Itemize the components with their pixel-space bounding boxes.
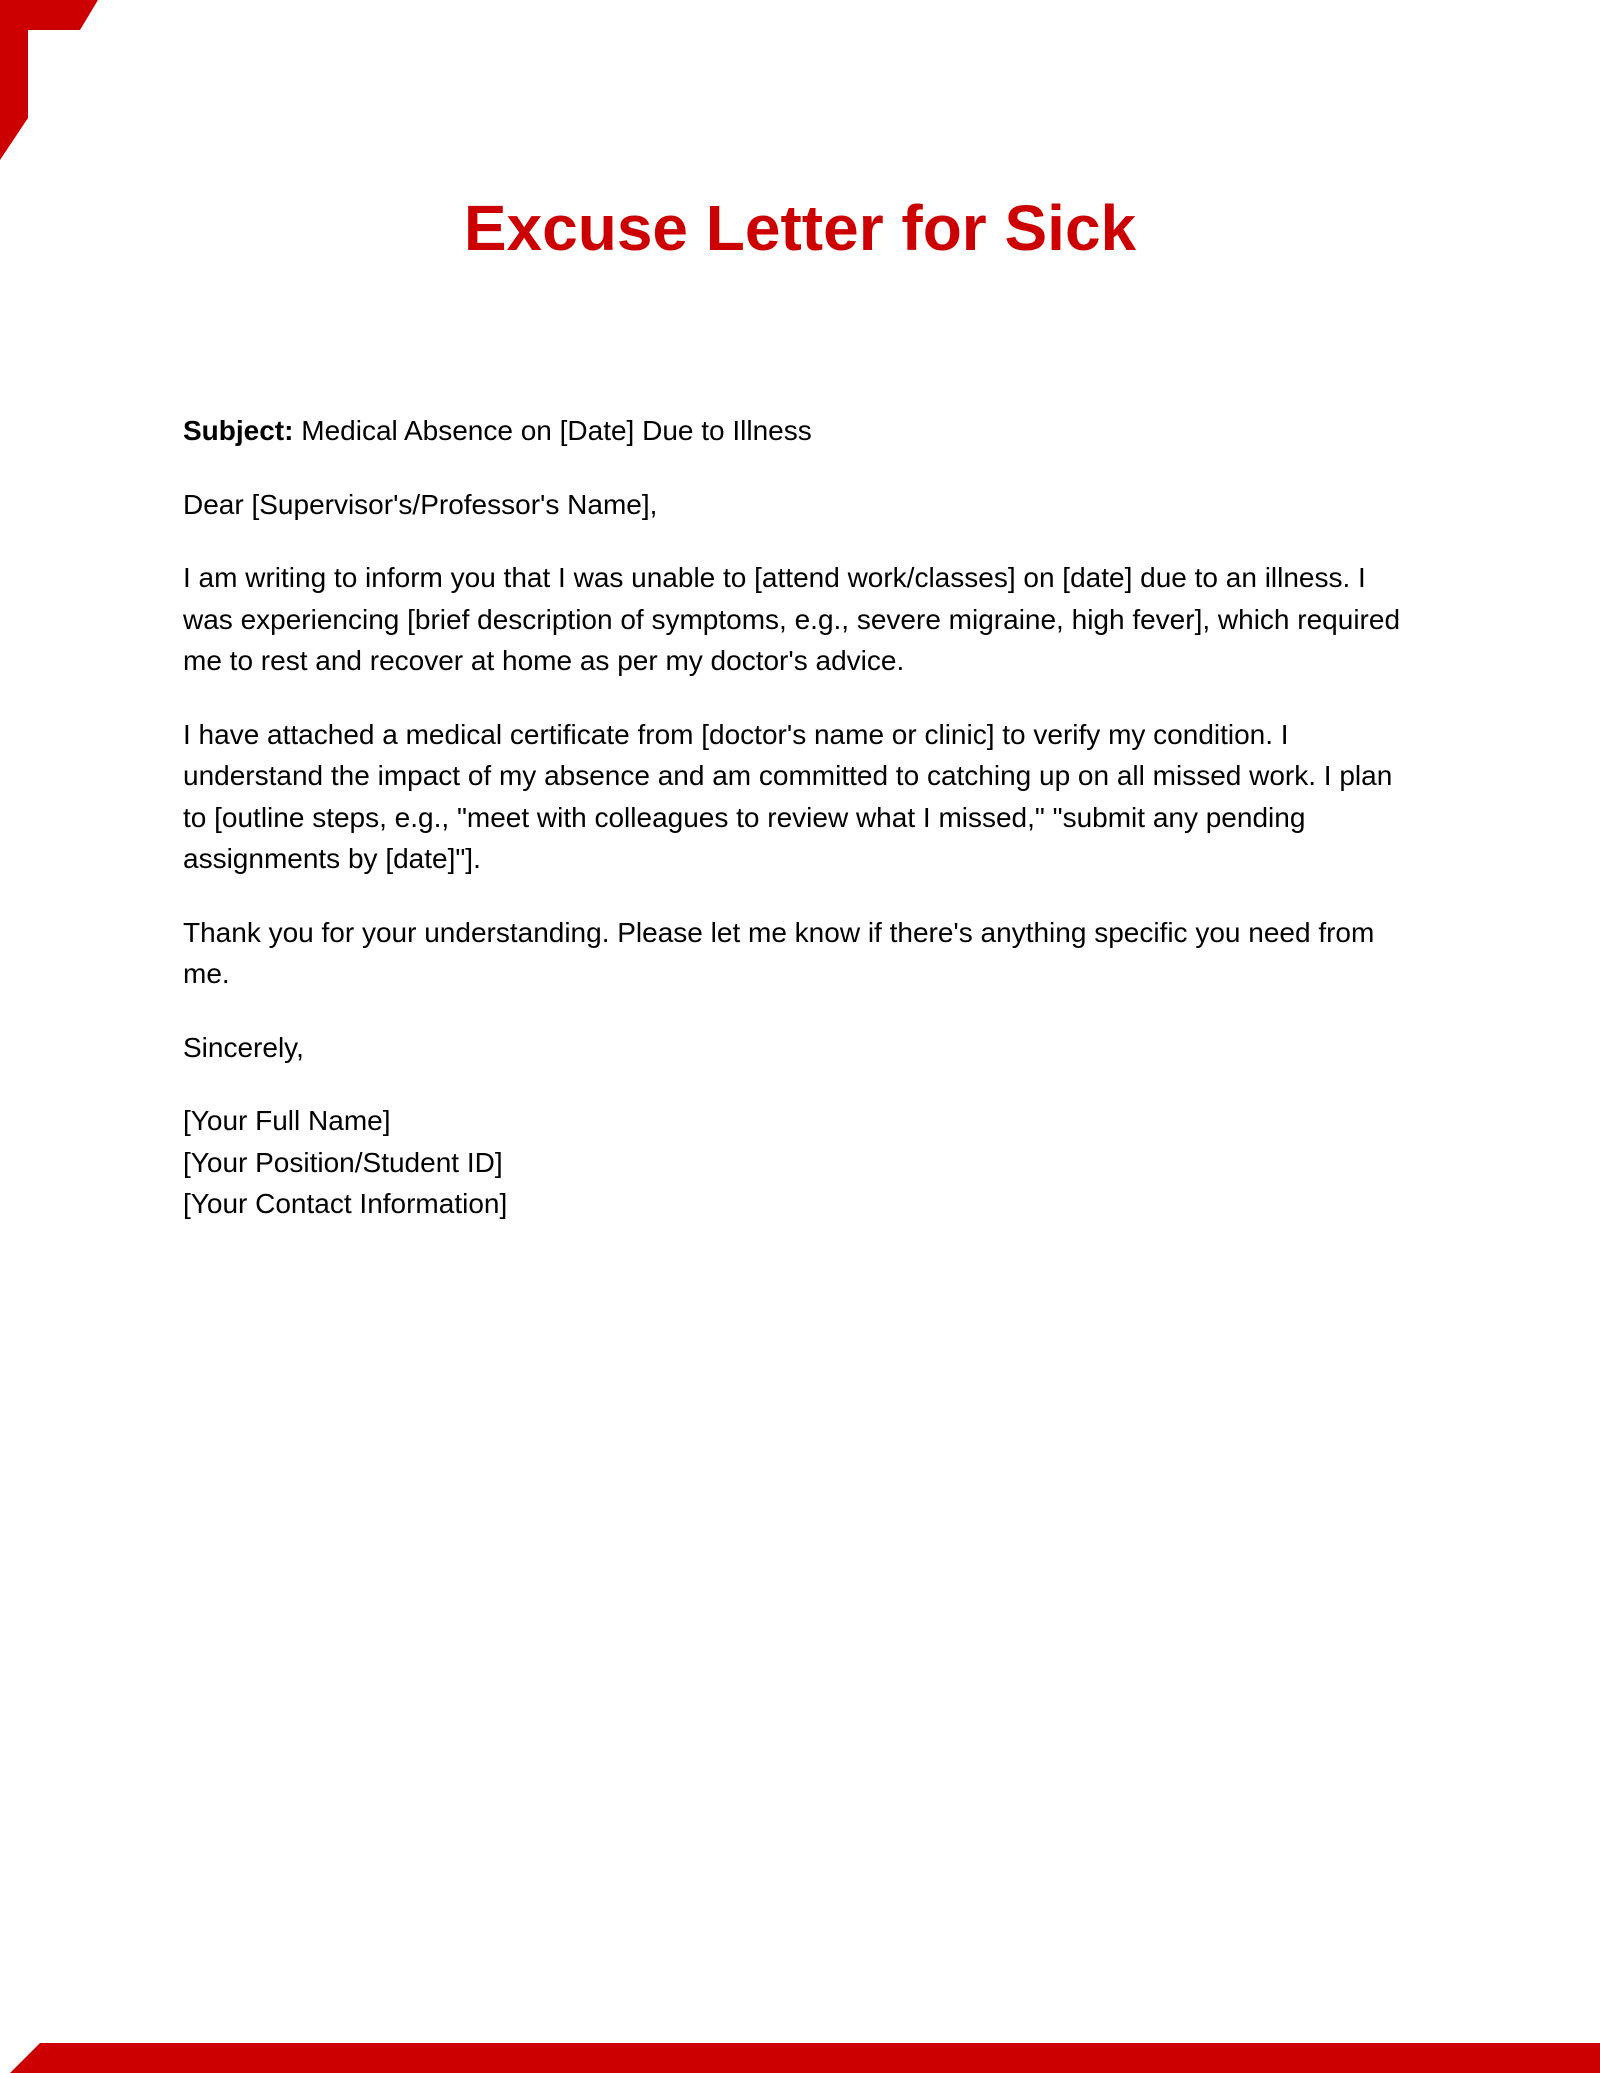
signature-contact: [Your Contact Information] <box>183 1188 508 1219</box>
salutation: Dear [Supervisor's/Professor's Name], <box>183 488 658 520</box>
letter-body <box>183 410 1423 1225</box>
closing: Sincerely, <box>183 1031 304 1063</box>
page-title: Excuse Letter for Sick <box>463 192 1137 264</box>
paragraph-2: I have attached a medical certificate from [doctor's name or clinic] to verify my condition. I understand the impact of my absence and am committed to catching up on all missed work. I plan to [outline steps, e.g., "meet with colleagues to review what I missed," "submit any pending assignments by [date]"]. <box>183 718 1393 874</box>
footer-band-shape <box>10 2043 1600 2073</box>
corner-decoration <box>0 0 100 160</box>
subject-label: Subject: <box>183 415 294 446</box>
signature-position: [Your Position/Student ID] <box>183 1146 503 1178</box>
footer-band <box>0 2043 1600 2073</box>
corner-decoration-shape <box>0 0 98 160</box>
subject-text: Medical Absence on [Date] Due to Illness <box>293 415 812 446</box>
signature-block <box>183 1100 1423 1225</box>
subject-line <box>183 410 1423 452</box>
signature-name: [Your Full Name] <box>183 1105 391 1136</box>
paragraph-3: Thank you for your understanding. Please let me know if there's anything specific you need from me. <box>183 916 1375 989</box>
paragraph-1: I am writing to inform you that I was unable to [attend work/classes] on [date] due to an illness. I was experiencing [brief description of symptoms, e.g., severe migraine, high fever], which required me to rest and recover at home as per my doctor's advice. <box>183 562 1401 676</box>
